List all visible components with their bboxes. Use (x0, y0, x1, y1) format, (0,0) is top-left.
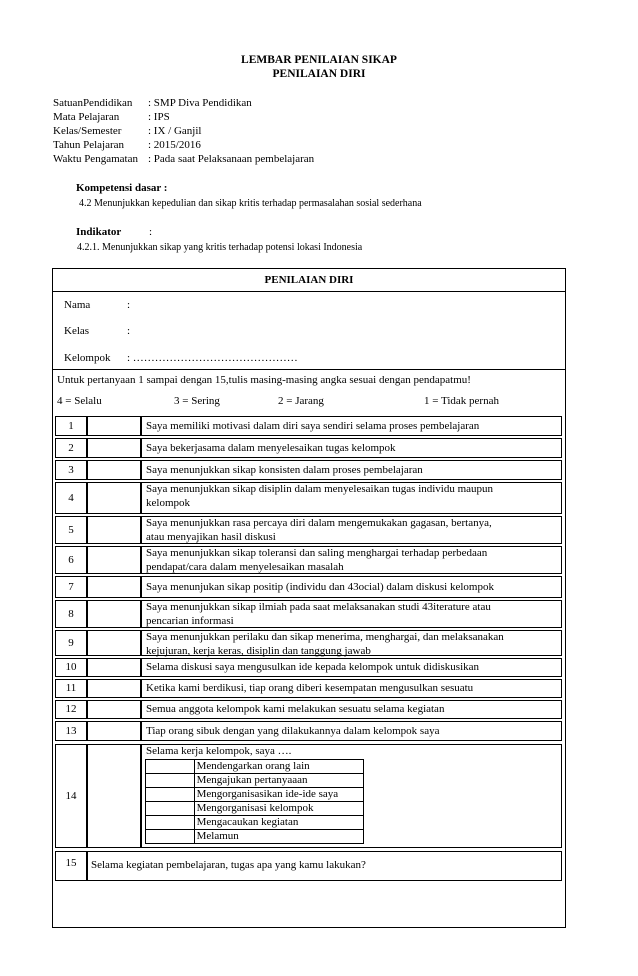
row-score-cell[interactable] (87, 679, 141, 698)
kompetensi-label: Kompetensi dasar : (76, 182, 168, 194)
row-statement: pendapat/cara dalam menyelesaikan masalah (146, 561, 344, 573)
meta-value-tahun: : 2015/2016 (148, 139, 201, 151)
nama-field[interactable]: : (127, 299, 131, 311)
row-number: 1 (68, 420, 74, 432)
row-score-cell[interactable] (87, 630, 141, 656)
row-score-cell[interactable] (87, 721, 141, 741)
option-score[interactable] (146, 774, 195, 788)
meta-label-tahun: Tahun Pelajaran (53, 139, 125, 151)
row-14-options-table (145, 759, 364, 844)
row-number: 4 (68, 492, 74, 504)
meta-label-waktu: Waktu Pengamatan (53, 153, 138, 165)
scale-4: 4 = Selalu (57, 395, 102, 407)
row-score-cell[interactable] (87, 482, 141, 514)
kompetensi-text: 4.2 Menunjukkan kepedulian dan sikap kritis terhadap permasalahan sosial sederhana (79, 198, 422, 209)
kelas-label: Kelas (64, 325, 90, 337)
option-row (146, 816, 364, 830)
row-number: 8 (68, 608, 74, 620)
option-row (146, 774, 364, 788)
meta-value-mapel: : IPS (148, 111, 170, 123)
instruction-text: Untuk pertanyaan 1 sampai dengan 15,tulis masing-masing angka sesuai dengan pendapatmu! (57, 374, 471, 386)
row-number: 13 (65, 725, 77, 737)
indikator-label: Indikator (76, 226, 122, 238)
row-statement: Saya menunjukan sikap positip (individu dan 43ocial) dalam diskusi kelompok (146, 581, 494, 593)
row-number: 5 (68, 524, 74, 536)
row-score-cell[interactable] (87, 600, 141, 628)
row-statement: pencarian informasi (146, 615, 234, 627)
row-statement: Semua anggota kelompok kami melakukan sesuatu selama kegiatan (146, 703, 445, 715)
meta-value-waktu: : Pada saat Pelaksanaan pembelajaran (148, 153, 315, 165)
row-number: 9 (68, 637, 74, 649)
nama-label: Nama (64, 299, 91, 311)
meta-label-mapel: Mata Pelajaran (53, 111, 120, 123)
scale-1: 1 = Tidak pernah (424, 395, 499, 407)
row-statement: Tiap orang sibuk dengan yang dilakukannya dalam kelompok saya (146, 725, 440, 737)
form-header: PENILAIAN DIRI (264, 274, 354, 286)
option-label: Mengacaukan kegiatan (194, 816, 363, 830)
identity-divider (52, 369, 566, 370)
option-score[interactable] (146, 816, 195, 830)
option-label: Mengorganisasikan ide-ide saya (194, 788, 363, 802)
kelompok-label: Kelompok (64, 352, 111, 364)
row-statement: Saya menunjukkan perilaku dan sikap menerima, menghargai, dan melaksanakan (146, 631, 504, 643)
option-row (146, 788, 364, 802)
row-statement: Saya memiliki motivasi dalam diri saya sendiri selama proses pembelajaran (146, 420, 480, 432)
option-score[interactable] (146, 788, 195, 802)
option-label: Mengorganisasi kelompok (194, 802, 363, 816)
row-statement: Saya menunjukkan sikap ilmiah pada saat melaksanakan studi 43iterature atau (146, 601, 491, 613)
row-14-intro: Selama kerja kelompok, saya …. (146, 745, 292, 757)
meta-value-kelas: : IX / Ganjil (148, 125, 202, 137)
row-statement: Saya menunjukkan sikap konsisten dalam proses pembelajaran (146, 464, 423, 476)
option-score[interactable] (146, 830, 195, 844)
row-statement: atau menyajikan hasil diskusi (146, 531, 276, 543)
row-score-cell[interactable] (87, 438, 141, 458)
option-label: Melamun (194, 830, 363, 844)
meta-label-kelas: Kelas/Semester (53, 125, 122, 137)
meta-label-satuan: SatuanPendidikan (53, 97, 133, 109)
row-score-cell[interactable] (87, 658, 141, 677)
row-number: 3 (68, 464, 74, 476)
option-label: Mengajukan pertanyaaan (194, 774, 363, 788)
row-statement: Saya menunjukkan rasa percaya diri dalam mengemukakan gagasan, bertanya, (146, 517, 492, 529)
indikator-colon: : (149, 226, 153, 238)
row-number: 10 (65, 661, 77, 673)
row-14-number: 14 (65, 790, 77, 802)
row-statement: Saya bekerjasama dalam menyelesaikan tugas kelompok (146, 442, 396, 454)
row-score-cell[interactable] (87, 700, 141, 719)
row-14-score-cell[interactable] (87, 744, 141, 848)
option-label: Mendengarkan orang lain (194, 760, 363, 774)
row-statement: kelompok (146, 497, 190, 509)
kelompok-field[interactable]: : ……………………………………… (127, 352, 298, 364)
row-score-cell[interactable] (87, 576, 141, 598)
scale-2: 2 = Jarang (278, 395, 324, 407)
row-statement: Saya menunjukkan sikap disiplin dalam menyelesaikan tugas individu maupun (146, 483, 494, 495)
row-15-question: Selama kegiatan pembelajaran, tugas apa yang kamu lakukan? (91, 859, 366, 871)
header-divider (52, 291, 566, 292)
row-number: 12 (65, 703, 77, 715)
scale-3: 3 = Sering (174, 395, 220, 407)
option-row (146, 830, 364, 844)
row-score-cell[interactable] (87, 416, 141, 436)
option-row (146, 760, 364, 774)
row-score-cell[interactable] (87, 546, 141, 574)
document-title: LEMBAR PENILAIAN SIKAP (241, 54, 397, 66)
row-number: 2 (68, 442, 74, 454)
row-score-cell[interactable] (87, 516, 141, 544)
row-number: 6 (68, 554, 74, 566)
option-score[interactable] (146, 760, 195, 774)
row-statement: Ketika kami berdikusi, tiap orang diberi kesempatan mengusulkan sesuatu (146, 682, 474, 694)
row-number: 11 (65, 682, 77, 694)
row-number: 7 (68, 581, 74, 593)
meta-value-satuan: : SMP Diva Pendidikan (148, 97, 252, 109)
option-score[interactable] (146, 802, 195, 816)
document-subtitle: PENILAIAN DIRI (272, 68, 366, 80)
kelas-field[interactable]: : (127, 325, 131, 337)
row-statement: Saya menunjukkan sikap toleransi dan saling menghargai terhadap perbedaan (146, 547, 488, 559)
row-score-cell[interactable] (87, 460, 141, 480)
row-statement: kejujuran, kerja keras, disiplin dan tanggung jawab (146, 645, 371, 657)
row-statement: Selama diskusi saya mengusulkan ide kepada kelompok untuk didiskusikan (146, 661, 480, 673)
indikator-text: 4.2.1. Menunjukkan sikap yang kritis terhadap potensi lokasi Indonesia (77, 242, 363, 253)
option-row (146, 802, 364, 816)
row-15-number: 15 (65, 857, 77, 869)
